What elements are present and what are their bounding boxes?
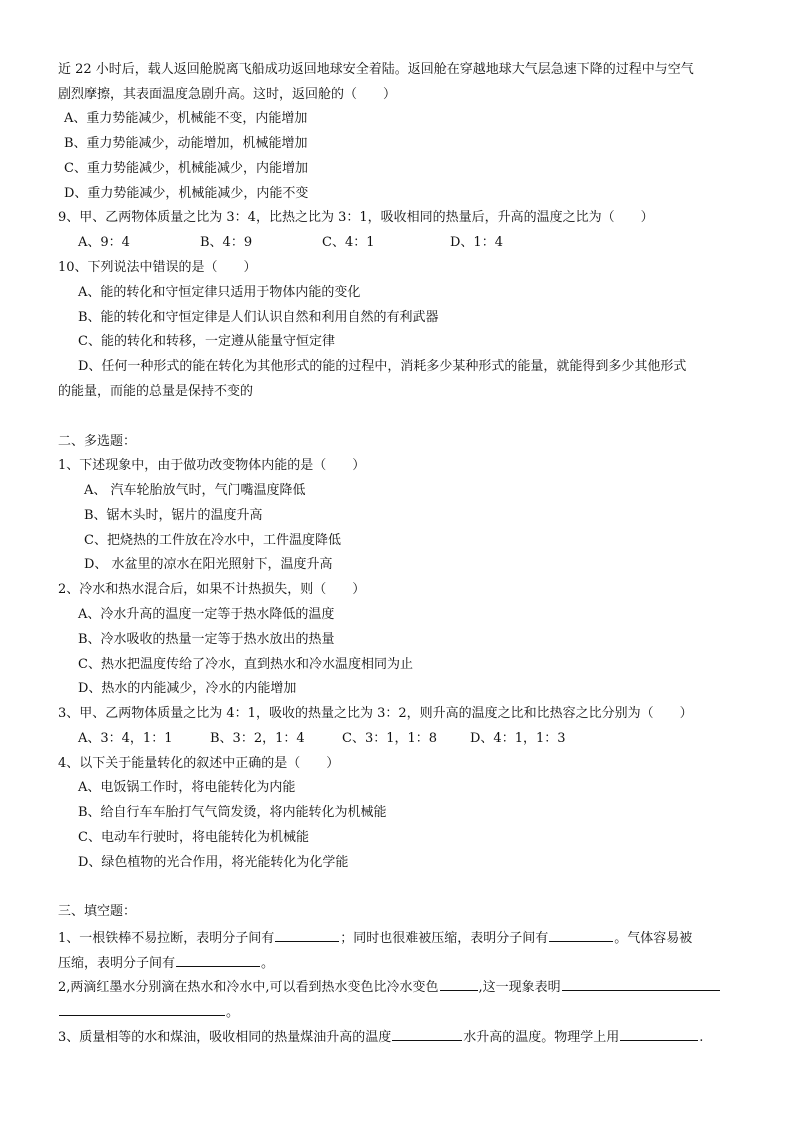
q10-option-d: D、任何一种形式的能在转化为其他形式的能的过程中，消耗多少某种形式的能量，就能得到多少其他形式 bbox=[78, 359, 687, 374]
q8-stem-line1: 近 22 小时后，载人返回舱脱离飞船成功返回地球安全着陆。返回舱在穿越地球大气层急速下降的过程中与空气 bbox=[58, 62, 694, 77]
s2-q1-stem: 1、下述现象中，由于做功改变物体内能的是（ ） bbox=[58, 458, 366, 473]
s3-q2-text-a: 2,两滴红墨水分别滴在热水和冷水中,可以看到热水变色比冷水变色 bbox=[58, 980, 439, 995]
q9-option-c: C、4：1 bbox=[322, 235, 375, 250]
s3-q2-blank-3[interactable] bbox=[59, 1002, 225, 1016]
q8-option-d: D、重力势能减少，机械能减少，内能不变 bbox=[64, 186, 309, 201]
s3-q3-blank-2[interactable] bbox=[620, 1027, 698, 1041]
s2-q2-option-b: B、冷水吸收的热量一定等于热水放出的热量 bbox=[78, 632, 335, 647]
s3-q1-text-c: 。气体容易被 bbox=[614, 931, 693, 946]
s2-q2-stem: 2、冷水和热水混合后，如果不计热损失，则（ ） bbox=[58, 582, 366, 597]
q8-stem-line2: 剧烈摩擦，其表面温度急剧升高。这时，返回舱的（ ） bbox=[58, 87, 397, 102]
s3-q2-blank-1[interactable] bbox=[440, 977, 478, 991]
q9-stem: 9、甲、乙两物体质量之比为 3：4，比热之比为 3：1，吸收相同的热量后，升高的温度之比为（ ） bbox=[58, 210, 654, 225]
s2-q1-option-a: A、 汽车轮胎放气时，气门嘴温度降低 bbox=[84, 483, 306, 498]
s3-q3-text-a: 3、质量相等的水和煤油，吸收相同的热量煤油升高的温度 bbox=[58, 1030, 392, 1045]
s2-q2-option-d: D、热水的内能减少，冷水的内能增加 bbox=[78, 681, 297, 696]
s3-q1-line2 bbox=[58, 953, 274, 973]
s3-q1-line1 bbox=[58, 928, 692, 948]
s3-q3-blank-1[interactable] bbox=[392, 1027, 462, 1041]
q8-option-b: B、重力势能减少，动能增加，机械能增加 bbox=[64, 136, 308, 151]
q9-option-b: B、4：9 bbox=[200, 235, 253, 250]
q10-stem: 10、下列说法中错误的是（ ） bbox=[58, 260, 257, 275]
section2-title: 二、多选题： bbox=[58, 434, 137, 449]
q10-option-d-cont: 的能量，而能的总量是保持不变的 bbox=[58, 384, 254, 399]
s2-q1-option-c: C、把烧热的工件放在冷水中，工件温度降低 bbox=[84, 533, 341, 548]
q10-option-c: C、能的转化和转移，一定遵从能量守恒定律 bbox=[78, 334, 335, 349]
q9-option-a: A、9：4 bbox=[78, 235, 130, 250]
s3-q1-blank-2[interactable] bbox=[549, 928, 613, 942]
q9-options bbox=[78, 234, 503, 252]
section3-title: 三、填空题： bbox=[58, 904, 137, 919]
s3-q1-text-a: 1、一根铁棒不易拉断，表明分子间有 bbox=[58, 931, 275, 946]
s3-q2-text-e: 。 bbox=[226, 1005, 240, 1020]
s2-q4-stem: 4、以下关于能量转化的叙述中正确的是（ ） bbox=[58, 756, 340, 771]
s2-q3-option-d: D、4：1，1：3 bbox=[470, 731, 566, 746]
s3-q1-blank-1[interactable] bbox=[275, 928, 339, 942]
s2-q3-option-a: A、3：4，1：1 bbox=[78, 731, 173, 746]
s2-q4-option-d: D、绿色植物的光合作用，将光能转化为化学能 bbox=[78, 855, 349, 870]
s2-q1-option-d: D、 水盆里的凉水在阳光照射下，温度升高 bbox=[84, 557, 333, 572]
s2-q2-option-a: A、冷水升高的温度一定等于热水降低的温度 bbox=[78, 607, 335, 622]
s3-q1-text-d: 压缩，表明分子间有 bbox=[58, 956, 176, 971]
s3-q3-text-b: 水升高的温度。物理学上用 bbox=[463, 1030, 620, 1045]
s2-q3-option-c: C、3：1，1：8 bbox=[342, 731, 438, 746]
q10-option-b: B、能的转化和守恒定律是人们认识自然和利用自然的有利武器 bbox=[78, 310, 439, 325]
s3-q2-line1 bbox=[58, 977, 721, 997]
q8-option-a: A、重力势能减少，机械能不变，内能增加 bbox=[64, 111, 308, 126]
s3-q2-blank-2[interactable] bbox=[562, 977, 720, 991]
s3-q2-text-b: ,这一现象表明 bbox=[478, 980, 561, 995]
q8-option-c: C、重力势能减少，机械能减少，内能增加 bbox=[64, 161, 308, 176]
s3-q3-line1 bbox=[58, 1027, 703, 1047]
s2-q1-option-b: B、锯木头时，锯片的温度升高 bbox=[84, 508, 263, 523]
s2-q3-stem: 3、甲、乙两物体质量之比为 4：1，吸收的热量之比为 3：2，则升高的温度之比和比热容之比分别为（ ） bbox=[58, 706, 693, 721]
q10-option-a: A、能的转化和守恒定律只适用于物体内能的变化 bbox=[78, 285, 361, 300]
s2-q3-option-b: B、3：2，1：4 bbox=[210, 731, 305, 746]
q9-option-d: D、1：4 bbox=[450, 235, 503, 250]
s3-q1-blank-3[interactable] bbox=[176, 953, 260, 967]
s3-q1-text-b: ；同时也很难被压缩，表明分子间有 bbox=[340, 931, 549, 946]
s2-q4-option-c: C、电动车行驶时，将电能转化为机械能 bbox=[78, 830, 309, 845]
s2-q3-options bbox=[78, 730, 566, 748]
s3-q2-line2 bbox=[58, 1002, 239, 1022]
s2-q4-option-b: B、给自行车车胎打气气筒发烫，将内能转化为机械能 bbox=[78, 805, 387, 820]
s3-q1-text-e: 。 bbox=[261, 956, 275, 971]
s2-q4-option-a: A、电饭锅工作时，将电能转化为内能 bbox=[78, 780, 296, 795]
s2-q2-option-c: C、热水把温度传给了冷水，直到热水和冷水温度相同为止 bbox=[78, 657, 413, 672]
s3-q3-text-c: . bbox=[699, 1030, 704, 1045]
